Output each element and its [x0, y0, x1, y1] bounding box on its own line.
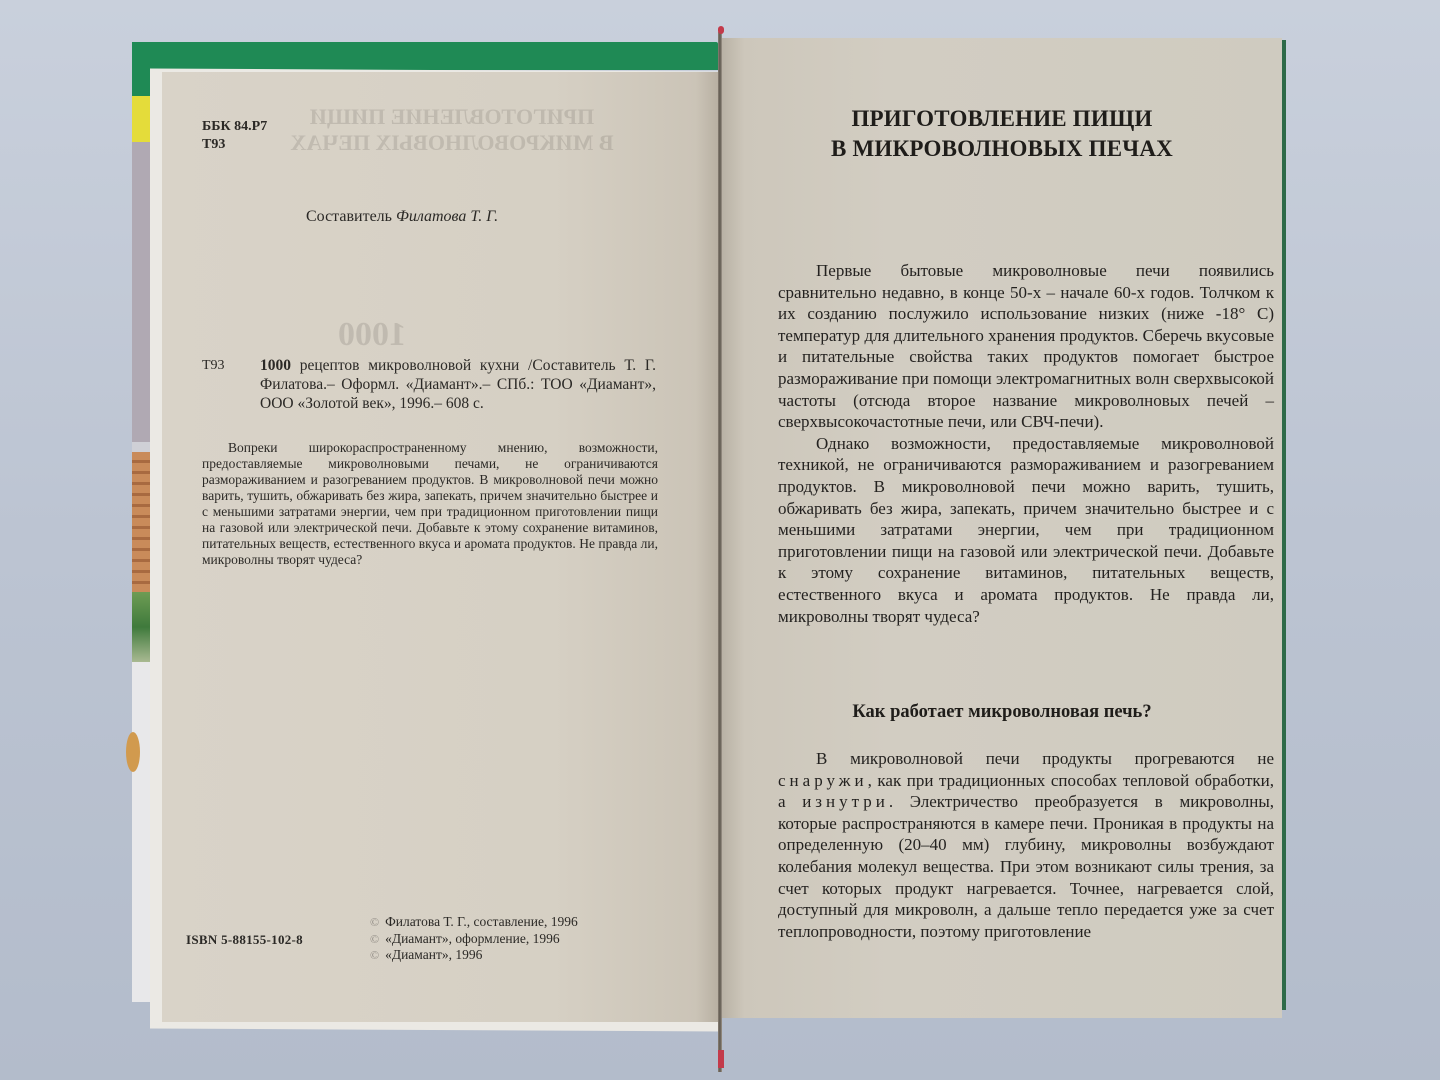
- section-text: [778, 748, 1274, 942]
- emphasis: изнутри: [802, 792, 889, 812]
- chapter-title: ПРИГОТОВЛЕНИЕ ПИЩИ В МИКРОВОЛНОВЫХ ПЕЧАХ: [831, 106, 1173, 161]
- cover-top-edge: [132, 42, 718, 70]
- left-page: [162, 72, 718, 1022]
- spine-thread-top: [718, 26, 724, 34]
- catalog-code: Т93: [202, 358, 225, 373]
- isbn: ISBN 5-88155-102-8: [186, 932, 303, 947]
- cover-right-edge: [1282, 40, 1286, 1010]
- copyright-list: [370, 914, 578, 964]
- show-through-number: 1000: [338, 316, 406, 353]
- emphasis: снаружи: [778, 770, 868, 790]
- compiler-name: Филатова Т. Г.: [395, 208, 499, 225]
- right-page: [722, 38, 1282, 1018]
- annotation: Вопреки широкораспространенному мнению, возможности, предоставляемые микроволновыми печами, не ограничиваются размораживанием и разогреванием продуктов. В микроволновой печи можно варить, тушить, обжаривать без жира, запекать, причем значительно быстрее и с меньшими затратами энергии, чем при традиционном приготовлении пищи на газовой или электрической печи. Добавьте к этому сохранение витаминов, питательных веществ, естественного вкуса и аромата продуктов. Не правда ли, микроволны творят чудеса?: [202, 440, 658, 567]
- copyright-line: © Филатова Т. Г., составление, 1996: [370, 914, 578, 929]
- section-heading: Как работает микроволновая печь?: [852, 702, 1152, 722]
- copyright-line: © «Диамант», оформление, 1996: [370, 930, 560, 946]
- classification-codes: ББК 84.Р7 Т93: [202, 119, 268, 152]
- cover-orange-spot: [126, 732, 140, 772]
- compiler-line: Составитель Филатова Т. Г.: [306, 208, 499, 225]
- show-through-title: ПРИГОТОВЛЕНИЕ ПИЩИ В МИКРОВОЛНОВЫХ ПЕЧАХ: [290, 104, 614, 155]
- spine-thread-bottom: [718, 1050, 724, 1068]
- copyright-line: © «Диамант», 1996: [370, 947, 483, 962]
- bibliographic-record: 1000 рецептов микроволновой кухни /Составитель Т. Г. Филатова.– Оформл. «Диамант».– СПб.: ТОО «Диамант», ООО «Золотой век», 1996.– 608 с.: [260, 357, 656, 412]
- paragraph: В микроволновой печи продукты прогреваются не снаружи, как при традиционных способах тепловой обработки, а изнутри. Электричество преобразуется в микроволны, которые распространяются в камере печи. Проникая в продукты на определенную (20–40 мм) глубину, микроволны возбуждают колебания молекул вещества. При этом возникают силы трения, за счет которых продукт нагревается. Точнее, нагревается слой, доступный для микроволн, а дальше тепло передается уже за счет теплопроводности, поэтому приготовление: [778, 749, 1274, 941]
- paragraph: Первые бытовые микроволновые печи появились сравнительно недавно, в конце 50-х – начале 60-х годов. Толчком к их созданию послужило использование низких (ниже -18° С) температур для длительного хранения продуктов. Сберечь вкусовые и питательные свойства таких продуктов помогает быстрое размораживание при помощи электромагнитных волн сверхвысокой частоты (отсюда второе название микроволновых печей – сверхвысокочастотные печи, или СВЧ-печи).: [778, 261, 1274, 432]
- intro-text: [778, 260, 1274, 627]
- paragraph: Однако возможности, предоставляемые микроволновой техникой, не ограничиваются размораживанием и разогреванием продуктов. В микроволновой печи можно варить, тушить, обжаривать без жира, запекать, причем значительно быстрее и с меньшими затратами энергии, чем при традиционном приготовлении пищи на газовой или электрической печи. Добавьте к этому сохранение витаминов, питательных веществ, естественного вкуса и аромата продуктов. Не правда ли, микроволны творят чудеса?: [778, 433, 1274, 626]
